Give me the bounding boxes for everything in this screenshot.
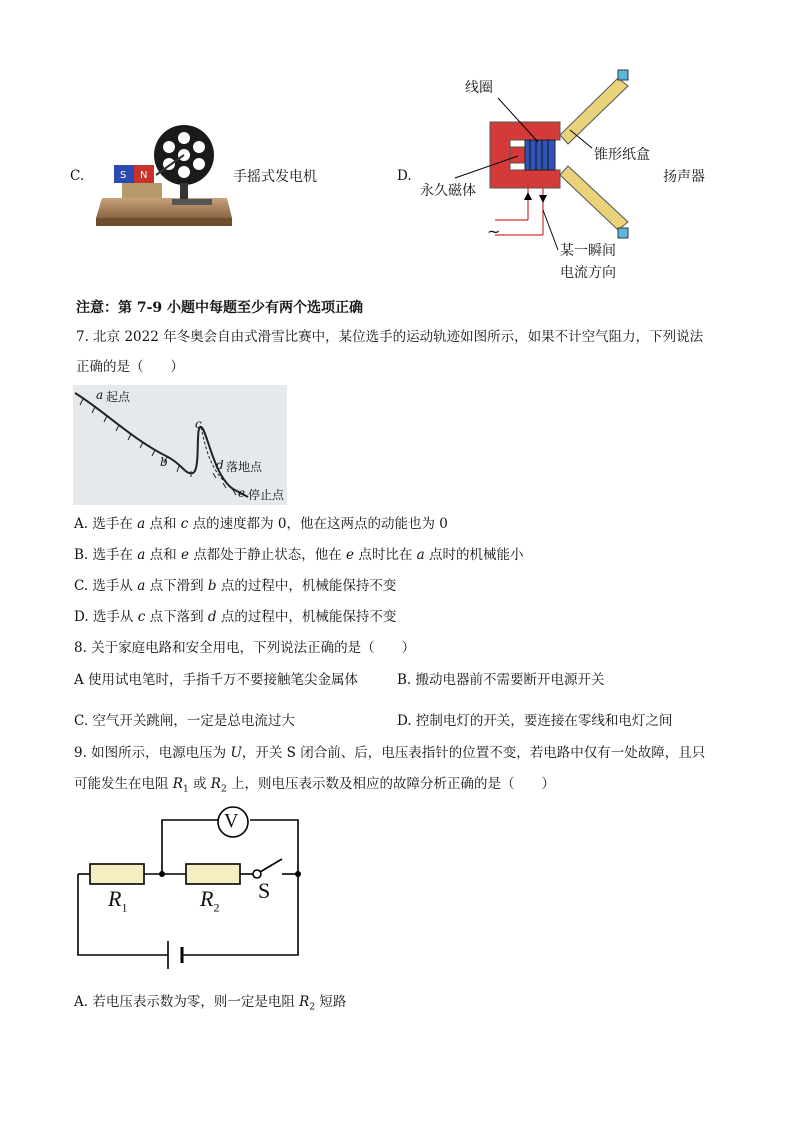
option-d-caption: 扬声器 (663, 169, 705, 185)
point-e-letter: e (238, 486, 246, 500)
q7-option-a: A. 选手在 a 点和 c 点的速度都为 0，他在这两点的动能也为 0 (74, 516, 448, 532)
ac-symbol: ~ (487, 222, 501, 241)
r1-label: $R_1$ (108, 886, 128, 915)
q7-option-c: C. 选手从 a 点下滑到 b 点的过程中，机械能保持不变 (74, 578, 397, 594)
point-e-text: 停止点 (248, 488, 285, 502)
q8-option-a: A 使用试电笔时，手指千万不要接触笔尖金属体 (74, 672, 359, 688)
point-a-text: 起点 (106, 390, 131, 404)
option-c-caption: 手摇式发电机 (233, 169, 317, 185)
voltmeter-symbol: V (224, 810, 239, 832)
q7-option-b: B. 选手在 a 点和 e 点都处于静止状态，他在 e 点时比在 a 点时的机械能小 (74, 547, 524, 563)
point-d-text: 落地点 (226, 460, 263, 474)
q9-stem-line2: 可能发生在电阻 $R_1$ 或 $R_2$ 上，则电压表示数及相应的故障分析正确的是（ ） (74, 776, 555, 795)
q8-option-c: C. 空气开关跳闸，一定是总电流过大 (74, 713, 295, 729)
q8-stem: 8. 关于家庭电路和安全用电，下列说法正确的是（ ） (74, 640, 416, 656)
r2-label: $R_2$ (200, 886, 220, 915)
point-b-letter: b (160, 455, 168, 469)
q7-option-d: D. 选手从 c 点下落到 d 点的过程中，机械能保持不变 (74, 609, 397, 625)
speaker-coil-label: 线圈 (465, 80, 493, 96)
circuit-diagram (70, 805, 310, 985)
q8-option-d: D. 控制电灯的开关，要连接在零线和电灯之间 (397, 713, 673, 729)
point-c-letter: c (195, 417, 202, 431)
hand-crank-generator-image (92, 103, 232, 228)
q8-option-b: B. 搬动电器前不需要断开电源开关 (397, 672, 605, 688)
q7-stem-line2: 正确的是（ ） (76, 359, 184, 375)
option-d-label: D. (397, 168, 412, 184)
point-d-letter: d (216, 458, 224, 472)
q9-stem-line1: 9. 如图所示，电源电压为 U，开关 S 闭合前、后，电压表指针的位置不变，若电路中仅有一处故障，且只 (74, 745, 706, 761)
q9-option-a: A. 若电压表示数为零，则一定是电阻 $R_2$ 短路 (74, 994, 347, 1013)
speaker-magnet-label: 永久磁体 (420, 183, 476, 199)
current-direction-line2: 电流方向 (560, 265, 616, 281)
q7-stem-line1: 7. 北京 2022 年冬奥会自由式滑雪比赛中，某位选手的运动轨迹如图所示，如果不计空气阻力，下列说法 (76, 329, 704, 345)
svg-text:N: N (140, 170, 148, 181)
section-note: 注意：第 7-9 小题中每题至少有两个选项正确 (76, 300, 364, 316)
switch-s-label: S (258, 878, 271, 903)
point-a-letter: a (96, 388, 104, 402)
speaker-cone-label: 锥形纸盒 (594, 147, 650, 163)
current-direction-line1: 某一瞬间 (560, 243, 616, 259)
option-c-label: C. (70, 168, 85, 184)
svg-text:S: S (120, 170, 127, 181)
